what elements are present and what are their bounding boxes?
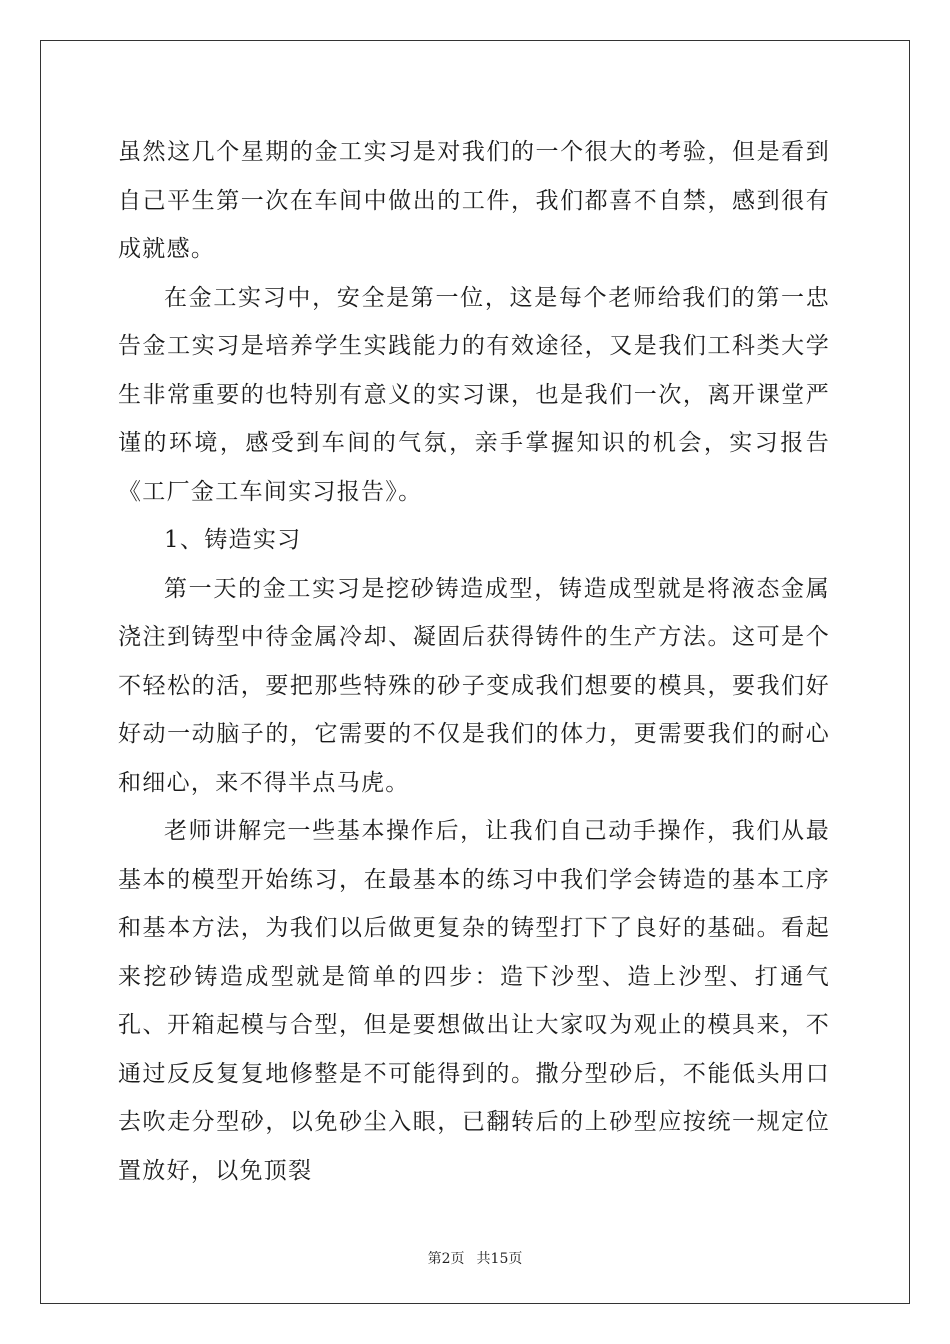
paragraph-safety: 在金工实习中，安全是第一位，这是每个老师给我们的第一忠告金工实习是培养学生实践能力的有效途径，又是我们工科类大学生非常重要的也特别有意义的实习课，也是我们一次，离开课堂严谨的环境，感受到车间的气氛，亲手掌握知识的机会，实习报告《工厂金工车间实习报告》。 [118, 284, 830, 505]
paragraph-casting-practice: 老师讲解完一些基本操作后，让我们自己动手操作，我们从最基本的模型开始练习，在最基本的练习中我们学会铸造的基本工序和基本方法，为我们以后做更复杂的铸型打下了良好的基础。看起来挖砂铸造成型就是简单的四步：造下沙型、造上沙型、打通气孔、开箱起模与合型，但是要想做出让大家叹为观止的模具来，不通过反反复复地修整是不可能得到的。撒分型砂后，不能低头用口去吹走分型砂，以免砂尘入眼，已翻转后的上砂型应按统一规定位置放好，以免顶裂 [118, 818, 830, 1184]
page-footer [0, 1248, 950, 1268]
section-heading-casting: 1、铸造实习 [164, 527, 302, 553]
page-total: 共15页 [476, 1251, 523, 1267]
page-number: 第2页 [427, 1251, 465, 1267]
document-body [118, 128, 830, 1195]
paragraph-intro: 虽然这几个星期的金工实习是对我们的一个很大的考验，但是看到自己平生第一次在车间中做出的工件，我们都喜不自禁，感到很有成就感。 [118, 139, 830, 262]
paragraph-casting-day-one: 第一天的金工实习是挖砂铸造成型，铸造成型就是将液态金属浇注到铸型中待金属冷却、凝固后获得铸件的生产方法。这可是个不轻松的活，要把那些特殊的砂子变成我们想要的模具，要我们好好动一动脑子的，它需要的不仅是我们的体力，更需要我们的耐心和细心，来不得半点马虎。 [118, 575, 830, 796]
